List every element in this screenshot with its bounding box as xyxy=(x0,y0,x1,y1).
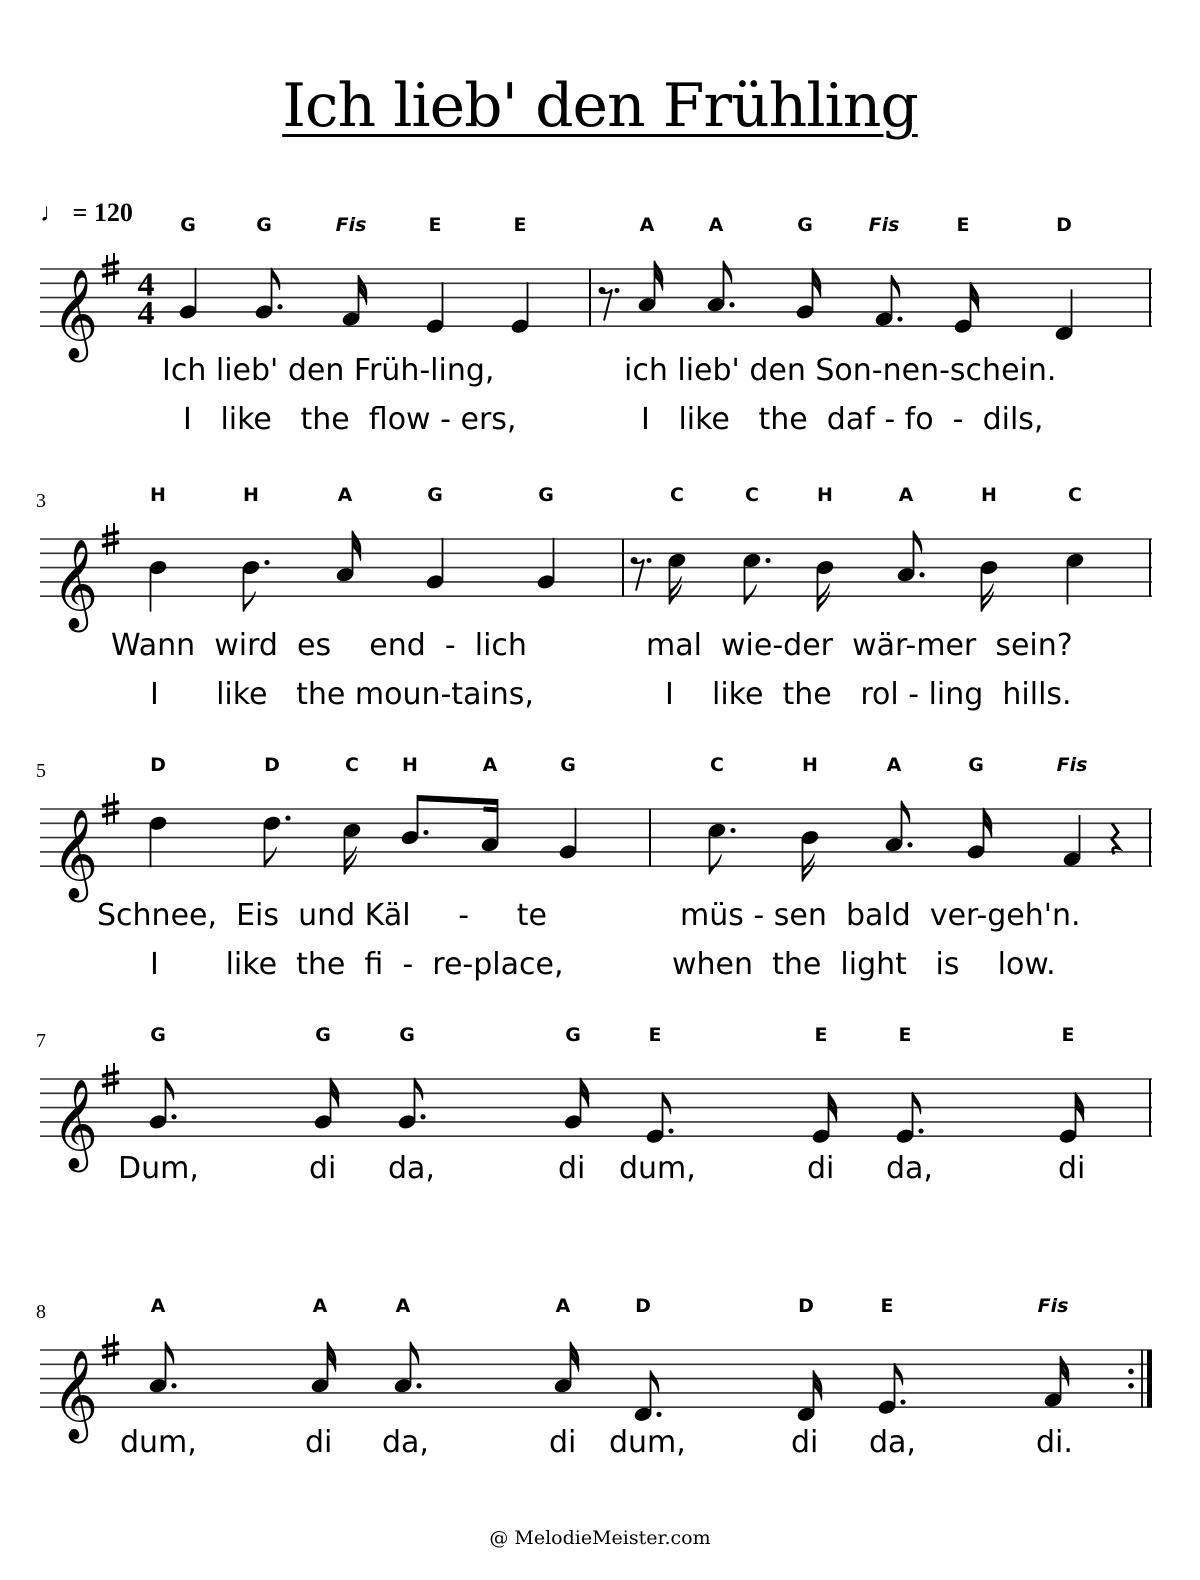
note-name-label: Fis xyxy=(335,214,367,236)
treble-clef-icon: 𝄞 xyxy=(52,1350,99,1441)
lyric-text: müs - sen bald ver-geh'n. xyxy=(680,898,1081,933)
lyric-text: da, xyxy=(388,1151,435,1186)
flag xyxy=(265,847,277,867)
note-name-label: E xyxy=(814,1024,828,1046)
flag xyxy=(914,531,922,553)
dot xyxy=(285,816,290,821)
beam-16th xyxy=(484,809,498,810)
note-name-label: E xyxy=(1061,1024,1075,1046)
note-name-label: E xyxy=(428,214,442,236)
lyric-text: Ich lieb' den Früh-ling, xyxy=(162,353,495,388)
dot xyxy=(730,828,735,833)
note xyxy=(254,268,283,321)
note-name-label: E xyxy=(648,1024,662,1046)
measure-number: 8 xyxy=(36,1301,46,1323)
staff-system xyxy=(36,1024,1152,1186)
lyric-text: di xyxy=(558,1151,586,1186)
note xyxy=(425,282,445,335)
treble-clef-icon: 𝄞 xyxy=(52,1079,99,1170)
note-name-label: H xyxy=(802,754,818,776)
dot xyxy=(647,558,652,563)
repeat-dot xyxy=(1128,1383,1134,1389)
song-title-text: Ich lieb' den Frühling xyxy=(282,71,918,141)
note-name-label: A xyxy=(639,214,655,236)
note-name-label: G xyxy=(150,1024,166,1046)
note-name-label: A xyxy=(898,484,914,506)
note xyxy=(877,1363,906,1416)
note-name-label: G xyxy=(968,754,984,776)
note-name-label: E xyxy=(898,1024,912,1046)
note xyxy=(536,538,556,591)
repeat-dot xyxy=(1128,1369,1134,1375)
tempo-marking: ♩ = 120 xyxy=(40,198,133,227)
note xyxy=(1058,1092,1084,1145)
lyric-text: di xyxy=(791,1425,819,1460)
lyric-text: I like the daf - fo - dils, xyxy=(641,402,1044,437)
lyric-text: dum, xyxy=(609,1425,686,1460)
note xyxy=(895,1092,924,1145)
lyric-text: di xyxy=(1058,1151,1086,1186)
note xyxy=(313,1078,339,1131)
quarter-rest-icon xyxy=(1112,823,1119,854)
dot xyxy=(423,830,428,835)
dot xyxy=(615,288,620,293)
note xyxy=(563,1078,589,1131)
lyric-text: da, xyxy=(869,1425,916,1460)
beam xyxy=(418,795,498,805)
note-name-label: C xyxy=(345,754,359,776)
flag xyxy=(166,1078,174,1100)
treble-clef-icon: 𝄞 xyxy=(52,809,99,900)
dot xyxy=(264,560,269,565)
rest xyxy=(631,557,652,591)
note-name-label: C xyxy=(1068,484,1082,506)
note-name-label: D xyxy=(150,754,166,776)
note-name-label: D xyxy=(635,1295,651,1317)
lyric-text: Schnee, Eis und Käl - te xyxy=(97,898,547,933)
lyric-text: mal wie-der wär-mer sein? xyxy=(646,628,1073,663)
lyric-text: di xyxy=(807,1151,835,1186)
note-name-label: A xyxy=(708,214,724,236)
note-name-label: G xyxy=(399,1024,415,1046)
note xyxy=(966,808,992,861)
note-name-label: A xyxy=(312,1295,328,1317)
flag xyxy=(244,592,256,612)
dot xyxy=(420,1114,425,1119)
flag xyxy=(902,801,910,823)
note xyxy=(241,559,270,612)
dot xyxy=(171,1383,176,1388)
staff-system xyxy=(36,484,1152,712)
time-signature: 4 xyxy=(137,266,155,304)
lyric-text: Wann wird es end - lich xyxy=(111,628,527,663)
note-name-label: D xyxy=(1056,214,1072,236)
dot xyxy=(729,302,734,307)
note-name-label: D xyxy=(798,1295,814,1317)
lyric-text: when the light is low. xyxy=(672,947,1056,982)
note-name-label: C xyxy=(710,754,724,776)
flag xyxy=(745,584,757,604)
note-name-label: Fis xyxy=(1056,754,1088,776)
time-signature: 4 xyxy=(137,295,155,333)
flag xyxy=(892,275,900,297)
note xyxy=(815,559,835,612)
note xyxy=(953,282,979,335)
staff-system xyxy=(36,1295,1152,1460)
lyric-text: I like the flow - ers, xyxy=(183,402,517,437)
dot xyxy=(656,1412,661,1417)
dot xyxy=(416,1383,421,1388)
dot xyxy=(277,304,282,309)
note-name-label: A xyxy=(482,754,498,776)
note xyxy=(148,559,168,612)
note-name-label: A xyxy=(150,1295,166,1317)
note-name-label: G xyxy=(797,214,813,236)
note xyxy=(510,282,530,335)
lyric-text: dum, xyxy=(120,1425,197,1460)
flag xyxy=(663,1092,671,1114)
note-name-label: Fis xyxy=(868,214,900,236)
lyric-text: da, xyxy=(382,1425,429,1460)
note-name-label: A xyxy=(555,1295,571,1317)
note-name-label: A xyxy=(886,754,902,776)
final-barline xyxy=(1147,1350,1152,1407)
note-name-label: A xyxy=(395,1295,411,1317)
note xyxy=(811,1092,837,1145)
note xyxy=(645,1092,674,1145)
note-name-label: E xyxy=(513,214,527,236)
note-name-label: C xyxy=(670,484,684,506)
dot xyxy=(918,1128,923,1133)
copyright-footer: @ MelodieMeister.com xyxy=(489,1527,711,1549)
staff-system xyxy=(40,214,1152,437)
note-name-label: A xyxy=(337,484,353,506)
rest xyxy=(1112,823,1119,854)
note-name-label: G xyxy=(180,214,196,236)
lyric-text: I like the rol - ling hills. xyxy=(665,677,1072,712)
flag xyxy=(166,1342,174,1364)
flag xyxy=(651,1370,659,1392)
note xyxy=(148,815,168,868)
note-name-label: C xyxy=(745,484,759,506)
lyric-text: di xyxy=(309,1151,337,1186)
lyric-text: di. xyxy=(1036,1425,1073,1460)
note-name-label: G xyxy=(538,484,554,506)
note xyxy=(178,268,198,321)
note-name-label: D xyxy=(264,754,280,776)
note-name-label: G xyxy=(565,1024,581,1046)
note-name-label: Fis xyxy=(1037,1295,1069,1317)
note-name-label: G xyxy=(560,754,576,776)
note xyxy=(148,1078,177,1131)
note xyxy=(800,829,820,882)
measure-number: 7 xyxy=(36,1030,46,1052)
note-name-label: H xyxy=(981,484,997,506)
flag xyxy=(411,1342,419,1364)
dot xyxy=(919,572,924,577)
note xyxy=(262,815,291,868)
flag xyxy=(895,1363,903,1385)
rest xyxy=(599,287,620,321)
lyric-text: ich lieb' den Son-nen-schein. xyxy=(624,353,1057,388)
lyric-text: dum, xyxy=(619,1151,696,1186)
lyric-text: Dum, xyxy=(118,1151,199,1186)
note-name-label: E xyxy=(880,1295,894,1317)
staff-system xyxy=(36,754,1152,982)
note xyxy=(795,268,821,321)
lyric-text: da, xyxy=(886,1151,933,1186)
note-name-label: H xyxy=(150,484,166,506)
dot xyxy=(907,842,912,847)
measure-number: 5 xyxy=(36,760,46,782)
measure-number: 3 xyxy=(36,490,46,512)
note xyxy=(979,559,999,612)
note xyxy=(397,1078,426,1131)
dot xyxy=(765,558,770,563)
note-name-label: G xyxy=(315,1024,331,1046)
dot xyxy=(668,1128,673,1133)
flag xyxy=(415,1078,423,1100)
treble-clef-icon: 𝄞 xyxy=(52,539,99,630)
note-name-label: H xyxy=(402,754,418,776)
note xyxy=(425,538,445,591)
flag xyxy=(710,854,722,874)
lyric-text: di xyxy=(549,1425,577,1460)
treble-clef-icon: 𝄞 xyxy=(52,269,99,360)
lyric-text: I like the moun-tains, xyxy=(150,677,534,712)
dot xyxy=(900,1399,905,1404)
dot xyxy=(171,1114,176,1119)
note-name-label: E xyxy=(956,214,970,236)
flag xyxy=(724,261,732,283)
note-name-label: G xyxy=(256,214,272,236)
flag xyxy=(272,268,280,290)
dot xyxy=(897,316,902,321)
flag xyxy=(913,1092,921,1114)
lyric-text: di xyxy=(305,1425,333,1460)
note-name-label: H xyxy=(817,484,833,506)
note-name-label: H xyxy=(243,484,259,506)
note xyxy=(558,808,578,861)
note-name-label: G xyxy=(427,484,443,506)
lyric-text: I like the fi - re-place, xyxy=(150,947,564,982)
